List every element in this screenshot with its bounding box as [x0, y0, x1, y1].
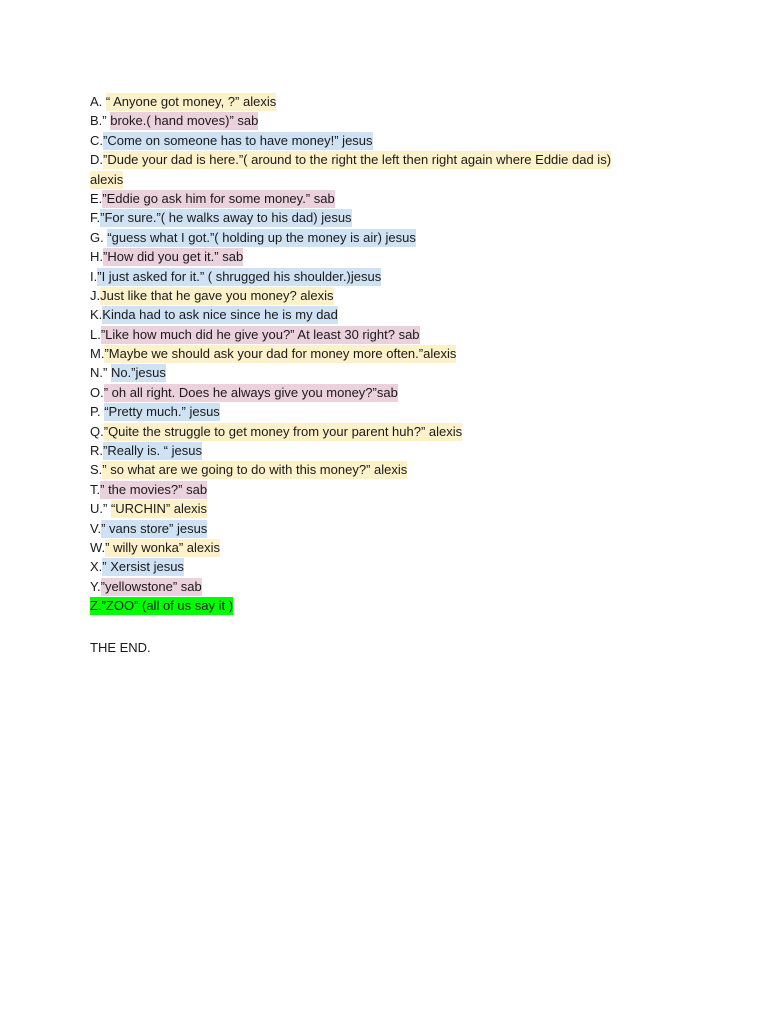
dialogue-line	[90, 325, 690, 344]
line-text: ” vans store” jesus	[101, 520, 208, 536]
dialogue-line	[90, 402, 690, 421]
line-text: No.”jesus	[110, 365, 166, 381]
dialogue-line	[90, 208, 690, 227]
line-text: ” so what are we going to do with this money?” alexis	[102, 462, 408, 478]
line-letter: H.	[90, 249, 103, 265]
dialogue-line	[90, 267, 690, 286]
line-letter: J.	[90, 287, 101, 303]
line-letter: Y.	[90, 578, 101, 594]
dialogue-line	[90, 557, 690, 576]
line-text: ” oh all right. Does he always give you money?”sab	[103, 384, 398, 400]
line-letter: K.	[90, 307, 103, 323]
line-text: Kinda had to ask nice since he is my dad	[102, 307, 338, 323]
line-text: alexis	[90, 171, 124, 187]
line-letter: V.	[90, 520, 102, 536]
dialogue-line	[90, 111, 690, 130]
dialogue-line	[90, 131, 690, 150]
line-letter: L.	[90, 326, 101, 342]
line-letter: C.	[90, 132, 103, 148]
dialogue-line	[90, 577, 690, 596]
dialogue-line	[90, 228, 690, 247]
dialogue-line	[90, 189, 690, 208]
line-text: ”Really is. “ jesus	[103, 443, 202, 459]
dialogue-line	[90, 363, 690, 382]
dialogue-line	[90, 247, 690, 266]
line-letter: M.	[90, 346, 105, 362]
dialogue-line	[90, 538, 690, 557]
dialogue-highlight	[90, 597, 233, 615]
line-letter: R.	[90, 443, 103, 459]
line-text: ” the movies?” sab	[100, 481, 208, 497]
line-text: ”Come on someone has to have money!” jesus	[103, 132, 373, 148]
the-end-text: THE END.	[90, 640, 151, 655]
line-text: ”Maybe we should ask your dad for money more often.”alexis	[104, 346, 457, 362]
line-letter: T.	[90, 481, 101, 497]
dialogue-line	[90, 460, 690, 479]
dialogue-line	[90, 519, 690, 538]
dialogue-line	[90, 480, 690, 499]
line-letter: O.	[90, 384, 104, 400]
line-text: “ Anyone got money, ?” alexis	[105, 94, 277, 109]
dialogue-line	[90, 596, 690, 615]
line-letter: W.	[90, 539, 106, 555]
line-letter: Z.	[90, 598, 102, 614]
dialogue-line	[90, 344, 690, 363]
line-text: ”For sure.”( he walks away to his dad) jesus	[100, 210, 352, 226]
line-letter: U.”	[90, 501, 111, 517]
line-text: ” willy wonka” alexis	[105, 539, 221, 555]
line-letter: X.	[90, 559, 103, 575]
line-letter: F.	[90, 210, 101, 226]
line-text: ”Dude your dad is here.”( around to the right the left then right again where Eddie dad is)	[103, 152, 612, 168]
line-text: ”ZOO” (all of us say it )	[101, 598, 234, 614]
dialogue-line	[90, 170, 690, 189]
line-letter: G.	[90, 229, 108, 245]
line-text: “Pretty much.” jesus	[104, 404, 220, 420]
line-text: ”How did you get it.” sab	[103, 249, 244, 265]
line-letter: D.	[90, 152, 103, 168]
line-text: ” Xersist jesus	[102, 559, 184, 575]
line-text: ”I just asked for it.” ( shrugged his shoulder.)jesus	[97, 268, 382, 284]
line-text: ”yellowstone” sab	[100, 578, 202, 594]
line-text: “URCHIN” alexis	[110, 501, 208, 517]
dialogue-line	[90, 422, 690, 441]
dialogue-line	[90, 92, 690, 111]
dialogue-line	[90, 499, 690, 518]
line-text: ”Eddie go ask him for some money.” sab	[102, 190, 335, 206]
line-text: broke.( hand moves)” sab	[110, 113, 259, 129]
line-letter: P.	[90, 404, 105, 420]
dialogue-line	[90, 441, 690, 460]
line-letter: E.	[90, 190, 103, 206]
line-text: Just like that he gave you money? alexis	[100, 287, 334, 303]
line-letter: N.”	[90, 365, 111, 381]
line-text: “guess what I got.”( holding up the money is air) jesus	[107, 229, 416, 245]
dialogue-list	[90, 92, 690, 616]
dialogue-line	[90, 383, 690, 402]
line-letter: Q.	[90, 423, 104, 439]
line-letter: S.	[90, 462, 103, 478]
dialogue-line	[90, 305, 690, 324]
dialogue-line	[90, 286, 690, 305]
line-text: ”Quite the struggle to get money from your parent huh?” alexis	[103, 423, 463, 439]
line-letter: A.	[90, 94, 106, 109]
line-letter: B.”	[90, 113, 111, 129]
line-text: ”Like how much did he give you?” At least 30 right? sab	[100, 326, 420, 342]
line-letter: I.	[90, 268, 98, 284]
dialogue-line	[90, 150, 690, 169]
